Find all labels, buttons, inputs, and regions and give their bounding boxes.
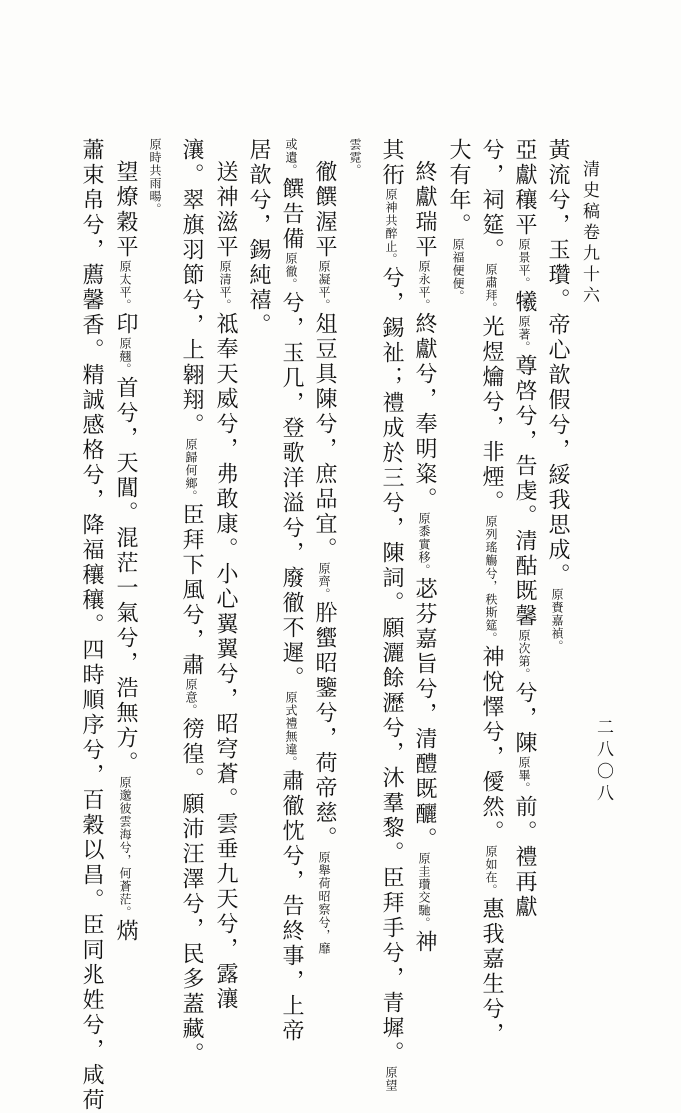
verse-text: 徹饌渥平 — [312, 160, 337, 260]
text-column — [546, 138, 568, 653]
text-column — [413, 160, 435, 955]
annotation-note: 原如在。 — [484, 845, 498, 897]
verse-text: 居歆兮，錫純禧。 — [246, 138, 271, 338]
text-column — [480, 138, 502, 1047]
verse-text: 兮，陳 — [512, 681, 537, 756]
annotation-note: 原齊。 — [317, 562, 331, 601]
annotation-note: 原翹。 — [118, 337, 132, 376]
verse-text: 大有年。 — [446, 138, 471, 238]
verse-text: 祗奉天威兮，弗敢康。小心翼翼兮，昭穹蒼。雲垂九天兮，露瀼 — [213, 312, 238, 1012]
verse-text: 俎豆具陳兮，庶品宜。 — [312, 312, 337, 562]
annotation-note: 原福便便。 — [451, 238, 465, 303]
annotation-note: 原肅拜。 — [484, 263, 498, 315]
verse-text: 兮，玉几，登歌洋溢兮，廢徹不遲。 — [279, 291, 304, 691]
annotation-note: 原式禮無違。 — [284, 691, 298, 769]
verse-text: 蕭束帛兮，薦馨香。精誠感格兮，降福穰穰。四時順序兮，百穀以昌。臣同兆姓兮，咸荷 — [79, 138, 104, 1113]
verse-text: 送神滋平 — [213, 160, 238, 260]
annotation-note: 原舉荷昭察兮，靡 — [317, 851, 331, 955]
annotation-note: 原次第。 — [517, 629, 531, 681]
annotation-note: 原黍實移。 — [417, 512, 431, 577]
verse-text: 兮，錫祉；禮成於三兮，陳詞。願灑餘瀝兮，沐羣黎。臣拜手兮，青墀。 — [379, 266, 404, 1066]
verse-text: 饌告備 — [279, 177, 304, 252]
verse-text: 光煜爚兮，非煙。 — [479, 315, 504, 515]
verse-text: 犧 — [512, 290, 537, 315]
verse-text: 焫 — [113, 919, 138, 944]
annotation-note: 原歸何鄉。 — [184, 438, 198, 503]
text-column — [380, 138, 402, 1092]
text-column — [280, 138, 302, 1044]
text-column — [214, 160, 236, 1012]
verse-text: 亞獻穰平 — [512, 138, 537, 238]
annotation-note: 原著。 — [517, 315, 531, 354]
verse-text: 神悅懌兮，僾然。 — [479, 645, 504, 845]
annotation-note: 原圭瓚交馳。 — [417, 852, 431, 930]
text-column — [313, 160, 335, 955]
annotation-note: 或遺。 — [284, 138, 298, 177]
verse-text: 尊啓兮，告虔。清酤既馨 — [512, 354, 537, 629]
text-column — [147, 138, 163, 216]
annotation-note: 原神共醉止。 — [384, 188, 398, 266]
text-column — [447, 138, 469, 303]
verse-text: 肅徹忱兮，告終事，上帝 — [279, 769, 304, 1044]
page-number: 二八〇八 — [593, 718, 613, 806]
annotation-note: 原永平。 — [417, 260, 431, 312]
verse-text: 終獻兮，奉明粢。 — [412, 312, 437, 512]
verse-text: 肸蠁昭鑒兮，荷帝慈。 — [312, 601, 337, 851]
verse-text: 終獻瑞平 — [412, 160, 437, 260]
text-column — [347, 138, 363, 177]
annotation-note: 原時共雨暘。 — [148, 138, 162, 216]
verse-text: 首兮，天閶。混茫一氣兮，浩無方。 — [113, 376, 138, 776]
text-column — [513, 138, 535, 920]
annotation-note: 原畢。 — [517, 756, 531, 795]
verse-text: 苾芬嘉旨兮，清醴既釃。 — [412, 577, 437, 852]
annotation-note: 原賚嘉禎。 — [550, 588, 564, 653]
verse-text: 神 — [412, 930, 437, 955]
text-column — [114, 160, 136, 944]
verse-text: 臣拜下風兮，肅 — [179, 503, 204, 678]
annotation-note: 原凝平。 — [317, 260, 331, 312]
annotation-note: 原清平。 — [218, 260, 232, 312]
verse-text: 印 — [113, 312, 138, 337]
annotation-note: 原望 — [384, 1066, 398, 1092]
verse-text: 徬徨。願沛汪澤兮，民多蓋藏。 — [179, 717, 204, 1067]
annotation-note: 原徹。 — [284, 252, 298, 291]
annotation-note: 原意。 — [184, 678, 198, 717]
verse-text: 瀼。翠旗羽節兮，上翱翔。 — [179, 138, 204, 438]
verse-text: 惠我嘉生兮， — [479, 897, 504, 1047]
annotation-note: 原太平。 — [118, 260, 132, 312]
verse-text: 其衎 — [379, 138, 404, 188]
annotation-note: 原景平。 — [517, 238, 531, 290]
running-header: 清史稿卷九十六 — [579, 160, 599, 307]
text-column — [180, 138, 202, 1067]
verse-text: 前。禮再獻 — [512, 795, 537, 920]
verse-text: 兮，祠筵。 — [479, 138, 504, 263]
verse-text: 黃流兮，玉瓚。帝心歆假兮，綏我思成。 — [545, 138, 570, 588]
verse-text: 望燎穀平 — [113, 160, 138, 260]
annotation-note: 原列瑤觴兮，秩斯筵。 — [484, 515, 498, 645]
annotation-note: 原邈彼雲海兮，何蒼茫。 — [118, 776, 132, 919]
annotation-note: 雲霓。 — [348, 138, 362, 177]
text-column — [80, 138, 102, 1113]
text-column — [247, 138, 269, 338]
